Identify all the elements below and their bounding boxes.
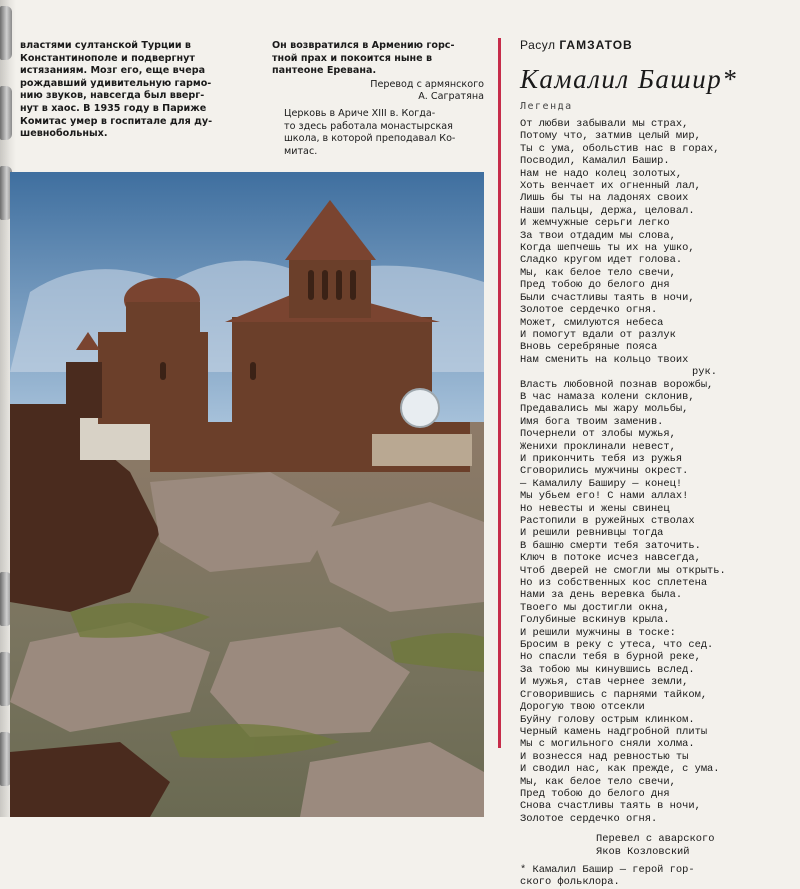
poem-line: Сговорились мужчины окрест. bbox=[520, 465, 689, 478]
credit-line: Перевод с армянского bbox=[370, 78, 484, 90]
binding-ring bbox=[0, 6, 12, 60]
poem-line: Твоего мы достигли окна, bbox=[520, 601, 670, 614]
poem-subtitle: Легенда bbox=[520, 101, 573, 112]
poem-column bbox=[520, 38, 744, 889]
poem-line: Может, смилуются небеса bbox=[520, 316, 664, 329]
poem-line: Мы, как белое тело свечи, bbox=[520, 266, 676, 279]
poem-line: Золотое сердечко огня. bbox=[520, 812, 658, 825]
chapel-drum bbox=[126, 302, 200, 334]
poem-line: Золотое сердечко огня. bbox=[520, 304, 658, 317]
poem-line: Растопили в ружейных стволах bbox=[520, 515, 695, 527]
poem-line: И помогут вдали от разлук bbox=[520, 328, 676, 341]
left-text-line: властями султанской Турции в bbox=[20, 40, 191, 51]
chapel bbox=[98, 332, 208, 424]
poem-line: Хоть венчает их огненный лал, bbox=[520, 180, 701, 193]
poem-line: Предавались мы жару мольбы, bbox=[520, 403, 689, 416]
left-annex bbox=[66, 362, 102, 418]
poem-line: Но невесты и жены свинец bbox=[520, 502, 670, 515]
poem-line: Нам не надо колец золотых, bbox=[520, 167, 683, 180]
closing-line: пантеоне Еревана. bbox=[272, 65, 377, 77]
church-illustration bbox=[10, 172, 484, 817]
poem-line: Черный камень надгробной плиты bbox=[520, 725, 708, 738]
left-text-line: Константинополе и подвергнут bbox=[20, 52, 195, 64]
poem-line: — Камалилу Баширу — конец! bbox=[520, 477, 683, 490]
poem-line: Нами за день веревка была. bbox=[520, 589, 683, 602]
footnote-line: ского фольклора. bbox=[520, 876, 620, 889]
poem-line: Женихи проклинали невест, bbox=[520, 440, 676, 453]
author-first-name: Расул bbox=[520, 38, 556, 52]
poem-title: Камалил Башир* bbox=[520, 64, 738, 94]
caption-line: митас. bbox=[284, 145, 318, 157]
middle-text-column bbox=[272, 40, 484, 158]
poem-line: За тобою мы кинувшись вслед. bbox=[520, 663, 695, 676]
poem-line: Ты с ума, обольстив нас в горах, bbox=[520, 142, 720, 155]
closing-line: Он возвратился в Армению горс- bbox=[272, 40, 455, 51]
left-text-line: Комитас умер в госпитале для ду- bbox=[20, 115, 213, 127]
closing-line: тной прах и покоится ныне в bbox=[272, 52, 433, 64]
poem-line: Мы, как белое тело свечи, bbox=[520, 775, 676, 788]
poem-line: Дорогую твою отсекли bbox=[520, 701, 645, 714]
poem-line: Наши пальцы, держа, целовал. bbox=[520, 204, 695, 217]
poem-footnote bbox=[520, 864, 744, 889]
poem-line: Почернели от злобы мужья, bbox=[520, 428, 676, 441]
left-text-line: шевнобольных. bbox=[20, 128, 108, 140]
poem-line: Имя бога твоим заменив. bbox=[520, 415, 664, 428]
poem-line: Были счастливы таять в ночи, bbox=[520, 291, 695, 304]
translator-line: Яков Козловский bbox=[596, 845, 690, 858]
poem-line: Ключ в потоке исчез навсегда, bbox=[520, 552, 701, 565]
drum-tower bbox=[289, 258, 371, 318]
poem-author bbox=[520, 38, 744, 52]
footnote-line: * Камалил Башир — герой гор- bbox=[520, 863, 695, 876]
poem-line: И сводил нас, как прежде, с ума. bbox=[520, 763, 720, 776]
caption-line: то здесь работала монастырская bbox=[284, 120, 453, 132]
poem-line: И мужья, став чернее земли, bbox=[520, 676, 689, 689]
photo-caption bbox=[272, 108, 484, 158]
church-photo bbox=[10, 172, 484, 817]
poem-body bbox=[520, 118, 744, 825]
poem-line: Буйну голову острым клинком. bbox=[520, 713, 695, 726]
poem-line: Пред тобою до белого дня bbox=[520, 787, 670, 800]
caption-line: Церковь в Ариче XIII в. Когда- bbox=[284, 107, 436, 119]
poem-line: В час намаза колени склонив, bbox=[520, 390, 695, 403]
left-text-line: истязаниям. Мозг его, еще вчера bbox=[20, 65, 206, 77]
poem-line: И решили мужчины в тоске: bbox=[520, 626, 676, 639]
poem-line: Сладко кругом идет голова. bbox=[520, 254, 683, 267]
hole-punch bbox=[401, 389, 439, 427]
gate-block bbox=[372, 434, 472, 466]
poem-line: И вознесся над ревностью ты bbox=[520, 750, 689, 763]
poem-line: Власть любовной познав ворожбы, bbox=[520, 378, 714, 391]
poem-line: Бросим в реку с утеса, что сед. bbox=[520, 639, 714, 652]
poem-line: Посводил, Камалил Башир. bbox=[520, 155, 670, 168]
left-text-column bbox=[20, 40, 244, 141]
translator-line: Перевел с аварского bbox=[596, 833, 715, 846]
binding-ring bbox=[0, 86, 12, 140]
poem-line: Но спасли тебя в бурной реке, bbox=[520, 651, 701, 664]
credit-line: А. Сагратяна bbox=[418, 91, 484, 103]
author-surname: ГАМЗАТОВ bbox=[559, 38, 633, 52]
left-text-line: нут в хаос. В 1935 году в Париже bbox=[20, 102, 207, 114]
poem-line: Голубиные вскинув крыла. bbox=[520, 614, 670, 627]
poem-line: Когда шепчешь ты их на ушко, bbox=[520, 242, 695, 255]
poem-line: И жемчужные серьги легко bbox=[520, 217, 670, 230]
left-text-line: рождавший удивительную гармо- bbox=[20, 77, 212, 89]
closing-paragraph bbox=[272, 40, 484, 78]
poem-line: Мы с могильного сняли холма. bbox=[520, 738, 695, 751]
poem-translator bbox=[596, 833, 744, 858]
poem-line: рук. bbox=[692, 366, 717, 379]
poem-line: За твои отдадим мы слова, bbox=[520, 229, 676, 242]
column-divider bbox=[498, 38, 501, 748]
left-text-line: нию звуков, навсегда был вверг- bbox=[20, 90, 205, 102]
poem-line: Мы убьем его! С нами аллах! bbox=[520, 490, 689, 503]
poem-line: Пред тобою до белого дня bbox=[520, 279, 670, 292]
translation-credit bbox=[272, 79, 484, 104]
poem-line: Вновь серебряные пояса bbox=[520, 341, 658, 354]
poem-line: Нам сменить на кольцо твоих bbox=[520, 353, 689, 366]
poem-line: В башню смерти тебя заточить. bbox=[520, 539, 701, 552]
caption-line: школа, в которой преподавал Ко- bbox=[284, 133, 456, 145]
poem-line: Сговорившись с парнями тайком, bbox=[520, 688, 708, 701]
poem-line: И прикончить тебя из ружья bbox=[520, 452, 683, 465]
poem-line: Лишь бы ты на ладонях своих bbox=[520, 192, 689, 205]
poem-line: И решили ревнивцы тогда bbox=[520, 527, 664, 540]
poem-line: Но из собственных кос сплетена bbox=[520, 577, 708, 590]
poem-line: От любви забывали мы страх, bbox=[520, 118, 689, 130]
poem-line: Чтоб дверей не смогли мы открыть. bbox=[520, 564, 726, 577]
poem-line: Потому что, затмив целый мир, bbox=[520, 130, 701, 143]
poem-line: Снова счастливы таять в ночи, bbox=[520, 800, 701, 813]
